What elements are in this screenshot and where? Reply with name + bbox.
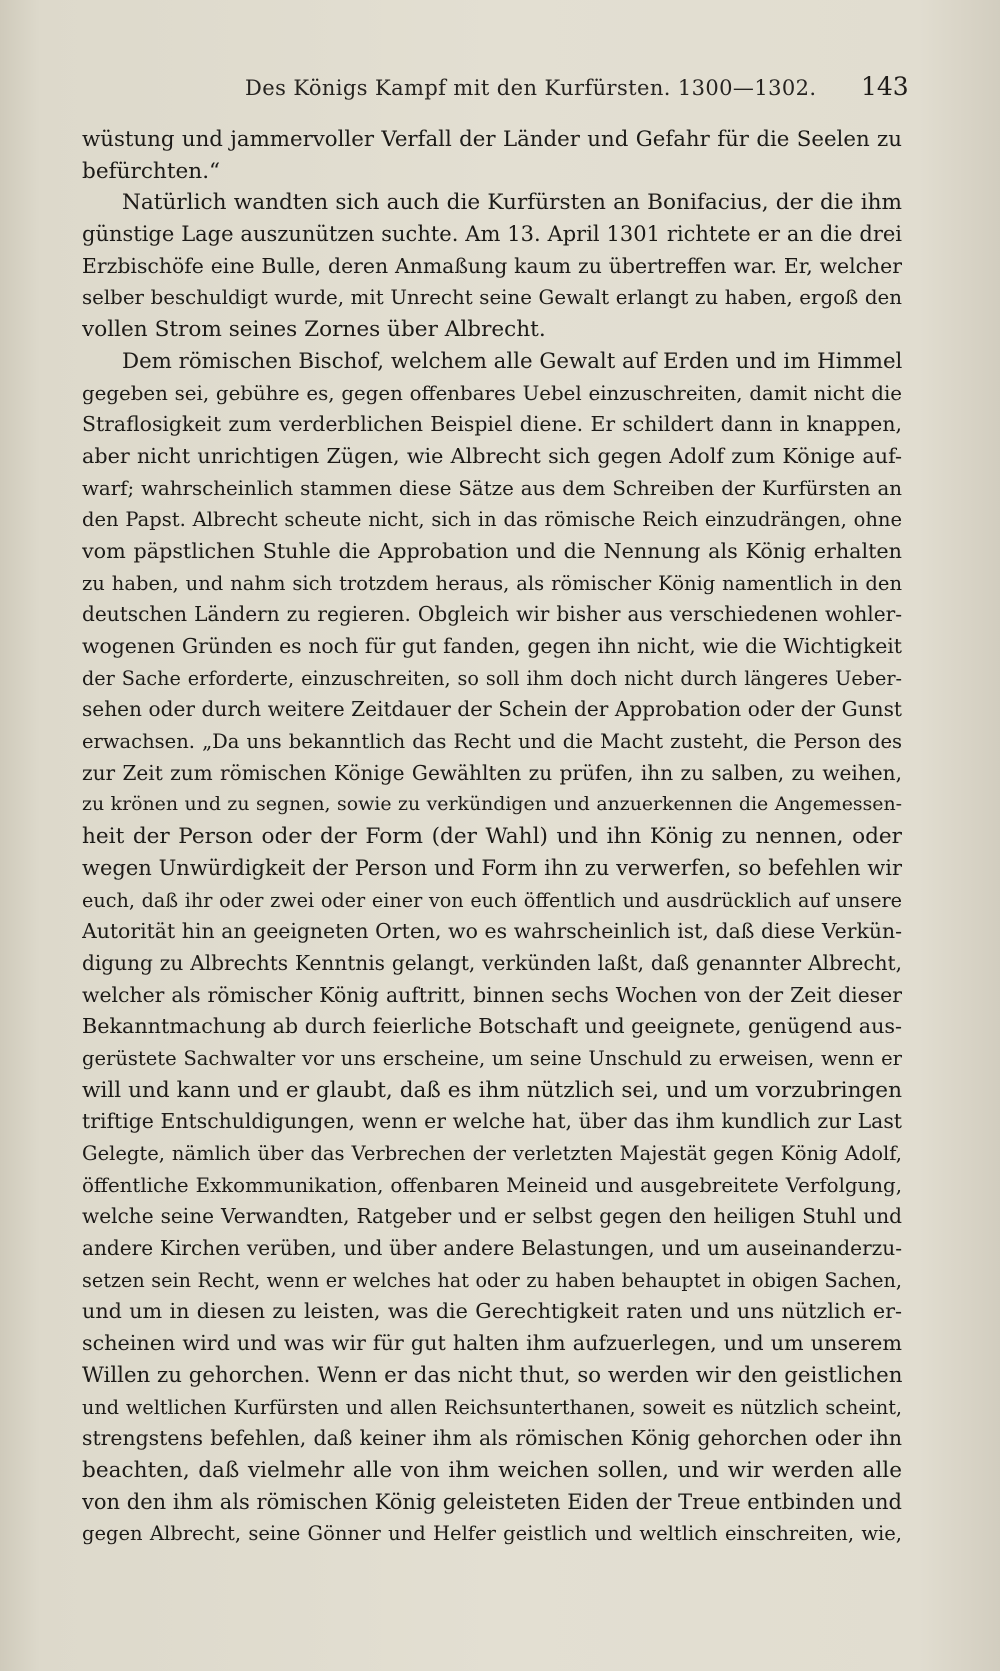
text-line: will und kann und er glaubt, daß es ihm nützlich sei, und um vorzubringen xyxy=(82,1077,902,1103)
text-line: und weltlichen Kurfürsten und allen Reichsunterthanen, soweit es nützlich scheint, xyxy=(82,1395,902,1419)
text-line: Straflosigkeit zum verderblichen Beispiel diene. Er schildert dann in knappen, xyxy=(82,412,902,437)
text-line: Autorität hin an geeigneten Orten, wo es wahrscheinlich ist, daß diese Verkün- xyxy=(82,919,902,944)
text-line: sehen oder durch weitere Zeitdauer der Schein der Approbation oder der Gunst xyxy=(82,697,902,722)
text-line: Willen zu gehorchen. Wenn er das nicht thut, so werden wir den geistlichen xyxy=(82,1362,902,1388)
text-line: welche seine Verwandten, Ratgeber und er selbst gegen den heiligen Stuhl und xyxy=(82,1204,902,1229)
text-line: der Sache erforderte, einzuschreiten, so soll ihm doch nicht durch längeres Ueber- xyxy=(82,666,902,690)
text-line: Erzbischöfe eine Bulle, deren Anmaßung kaum zu übertreffen war. Er, welcher xyxy=(82,253,902,278)
text-line: setzen sein Recht, wenn er welches hat oder zu haben behauptet in obigen Sachen, xyxy=(82,1268,902,1292)
text-line: aber nicht unrichtigen Zügen, wie Albrecht sich gegen Adolf zum Könige auf- xyxy=(82,443,902,468)
text-line: günstige Lage auszunützen suchte. Am 13. April 1301 richtete er an die drei xyxy=(82,222,902,247)
text-line: digung zu Albrechts Kenntnis gelangt, verkünden laßt, daß genannter Albrecht, xyxy=(82,950,902,975)
text-line: deutschen Ländern zu regieren. Obgleich wir bisher aus verschiedenen wohler- xyxy=(82,602,902,627)
text-line: vollen Strom seines Zornes über Albrecht. xyxy=(82,317,546,343)
text-line: den Papst. Albrecht scheute nicht, sich in das römische Reich einzudrängen, ohne xyxy=(82,508,902,532)
text-line: selber beschuldigt wurde, mit Unrecht seine Gewalt erlangt zu haben, ergoß den xyxy=(82,286,902,310)
text-line: gegeben sei, gebühre es, gegen offenbares Uebel einzuschreiten, damit nicht die xyxy=(82,381,902,405)
text-line: Bekanntmachung ab durch feierliche Botschaft und geeignete, genügend aus- xyxy=(82,1014,902,1039)
body-text xyxy=(82,124,902,1550)
text-line: zu krönen und zu segnen, sowie zu verkündigen und anzuerkennen die Angemessen- xyxy=(82,793,902,816)
text-line: beachten, daß vielmehr alle von ihm weichen sollen, und wir werden alle xyxy=(82,1457,902,1483)
text-line: von den ihm als römischen König geleisteten Eiden der Treue entbinden und xyxy=(82,1489,902,1514)
text-line: heit der Person oder der Form (der Wahl) und ihn König zu nennen, oder xyxy=(82,824,902,850)
text-line: andere Kirchen verüben, und über andere Belastungen, und um auseinanderzu- xyxy=(82,1236,902,1261)
text-line: scheinen wird und was wir für gut halten ihm aufzuerlegen, und um unserem xyxy=(82,1331,902,1356)
text-line: triftige Entschuldigungen, wenn er welche hat, über das ihm kundlich zur Last xyxy=(82,1109,902,1134)
text-line: Natürlich wandten sich auch die Kurfürsten an Bonifacius, der die ihm xyxy=(122,190,902,216)
text-line: strengstens befehlen, daß keiner ihm als römischen König gehorchen oder ihn xyxy=(82,1426,902,1451)
text-line: öffentliche Exkommunikation, offenbaren Meineid und ausgebreitete Verfolgung, xyxy=(82,1173,902,1197)
text-line: wüstung und jammervoller Verfall der Länder und Gefahr für die Seelen zu xyxy=(82,127,902,152)
text-line: welcher als römischer König auftritt, binnen sechs Wochen von der Zeit dieser xyxy=(82,982,902,1007)
text-line: wegen Unwürdigkeit der Person und Form ihn zu verwerfen, so befehlen wir xyxy=(82,855,902,880)
text-line: gegen Albrecht, seine Gönner und Helfer geistlich und weltlich einschreiten, wie, xyxy=(82,1522,902,1546)
text-line: zu haben, und nahm sich trotzdem heraus, als römischer König namentlich in den xyxy=(82,571,902,595)
text-line: warf; wahrscheinlich stammen diese Sätze aus dem Schreiben der Kurfürsten an xyxy=(82,476,902,500)
text-line: erwachsen. „Da uns bekanntlich das Recht und die Macht zusteht, die Person des xyxy=(82,730,902,754)
text-line: und um in diesen zu leisten, was die Gerechtigkeit raten und uns nützlich er- xyxy=(82,1299,902,1324)
text-line: vom päpstlichen Stuhle die Approbation und die Nennung als König erhalten xyxy=(82,538,902,563)
text-line: zur Zeit zum römischen Könige Gewählten zu prüfen, ihn zu salben, zu weihen, xyxy=(82,760,902,785)
text-line: Dem römischen Bischof, welchem alle Gewalt auf Erden und im Himmel xyxy=(122,348,902,374)
text-line: euch, daß ihr oder zwei oder einer von euch öffentlich und ausdrücklich auf unsere xyxy=(82,888,902,912)
running-title: Des Königs Kampf mit den Kurfürsten. 1300—1302. xyxy=(245,76,817,100)
text-line: wogenen Gründen es noch für gut fanden, gegen ihn nicht, wie die Wichtigkeit xyxy=(82,634,902,658)
text-line: befürchten.“ xyxy=(82,158,221,184)
text-line: gerüstete Sachwalter vor uns erscheine, um seine Unschuld zu erweisen, wenn er xyxy=(82,1046,902,1070)
running-head xyxy=(0,72,1000,112)
page-number: 143 xyxy=(861,72,909,101)
text-line: Gelegte, nämlich über das Verbrechen der verletzten Majestät gegen König Adolf, xyxy=(82,1142,902,1165)
